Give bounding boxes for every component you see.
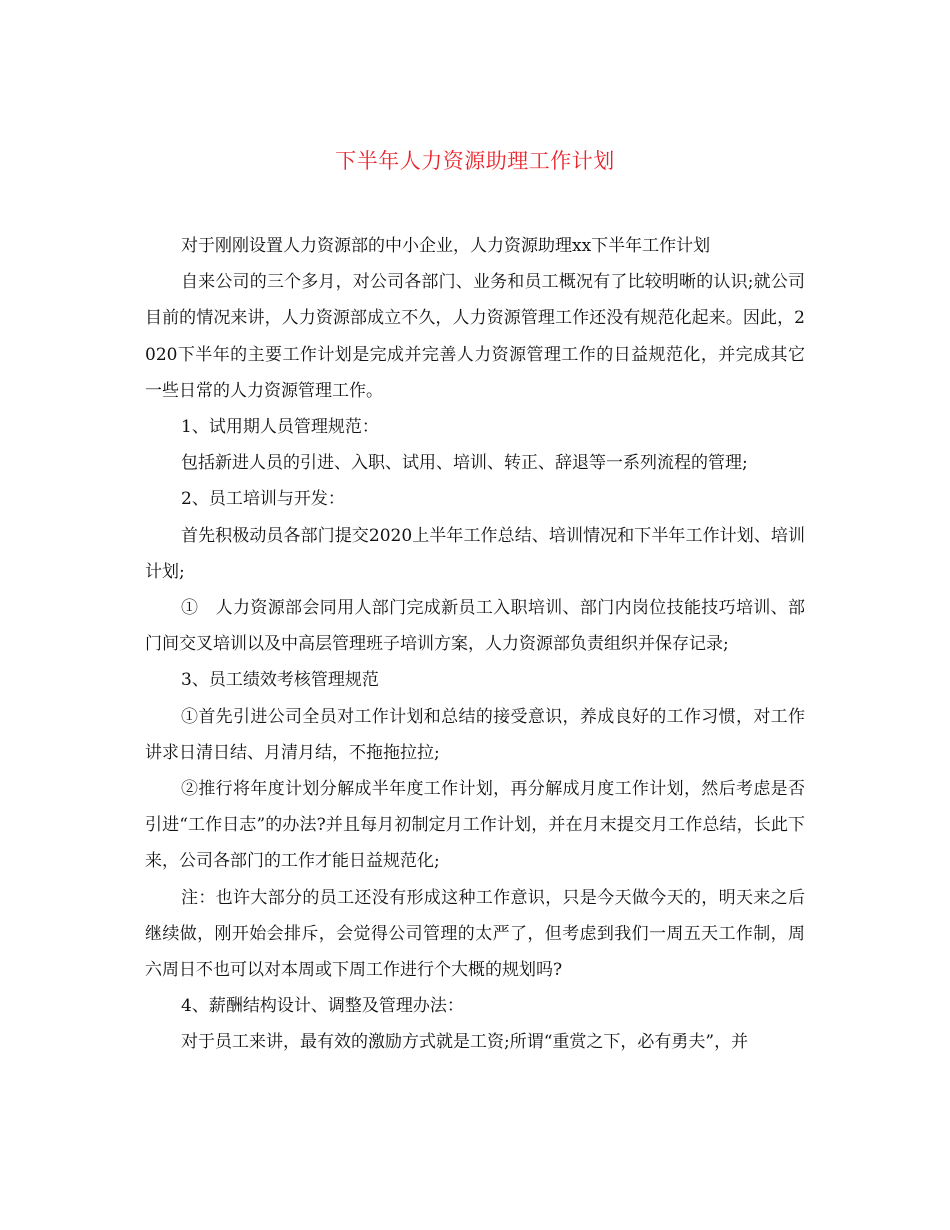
paragraph-note: 注：也许大部分的员工还没有形成这种工作意识，只是今天做今天的，明天来之后继续做，刚开始会排斥，会觉得公司管理的太严了，但考虑到我们一周五天工作制，周六周日不也可以对本周或下周工作进行个大概的规划吗? — [145, 887, 805, 981]
paragraph-performance-2: ②推行将年度计划分解成半年度工作计划，再分解成月度工作计划，然后考虑是否引进“工作日志”的办法?并且每月初制定月工作计划，并在月末提交月工作总结，长此下来，公司各部门的工作才能日益规范化; — [145, 779, 805, 872]
section-heading-salary: 4、薪酬结构设计、调整及管理办法： — [181, 996, 464, 1017]
section-heading-training: 2、员工培训与开发： — [181, 489, 345, 510]
paragraph-performance-1: ①首先引进公司全员对工作计划和总结的接受意识，养成良好的工作习惯，对工作讲求日清日结、月清月结，不拖拖拉拉; — [145, 706, 805, 763]
paragraph-salary: 对于员工来讲，最有效的激励方式就是工资;所谓“重赏之下，必有勇夫”，并 — [181, 1032, 749, 1053]
paragraph-overview: 自来公司的三个多月，对公司各部门、业务和员工概况有了比较明晰的认识;就公司目前的情况来讲，人力资源部成立不久，人力资源管理工作还没有规范化起来。因此，2020下半年的主要工作计划是完成并完善人力资源管理工作的日益规范化，并完成其它一些日常的人力资源管理工作。 — [145, 272, 805, 401]
section-heading-performance: 3、员工绩效考核管理规范 — [181, 670, 379, 691]
paragraph-training-plan: 首先积极动员各部门提交2020上半年工作总结、培训情况和下半年工作计划、培训计划; — [145, 525, 805, 582]
paragraph-training-scheme: ① 人力资源部会同用人部门完成新员工入职培训、部门内岗位技能技巧培训、部门间交叉培训以及中高层管理班子培训方案，人力资源部负责组织并保存记录; — [145, 598, 805, 655]
document-body — [145, 228, 805, 1061]
section-heading-probation: 1、试用期人员管理规范： — [181, 417, 379, 438]
paragraph-probation: 包括新进人员的引进、入职、试用、培训、转正、辞退等一系列流程的管理; — [181, 453, 748, 474]
paragraph-intro: 对于刚刚设置人力资源部的中小企业，人力资源助理xx下半年工作计划 — [181, 236, 711, 256]
document-title: 下半年人力资源助理工作计划 — [335, 149, 615, 173]
